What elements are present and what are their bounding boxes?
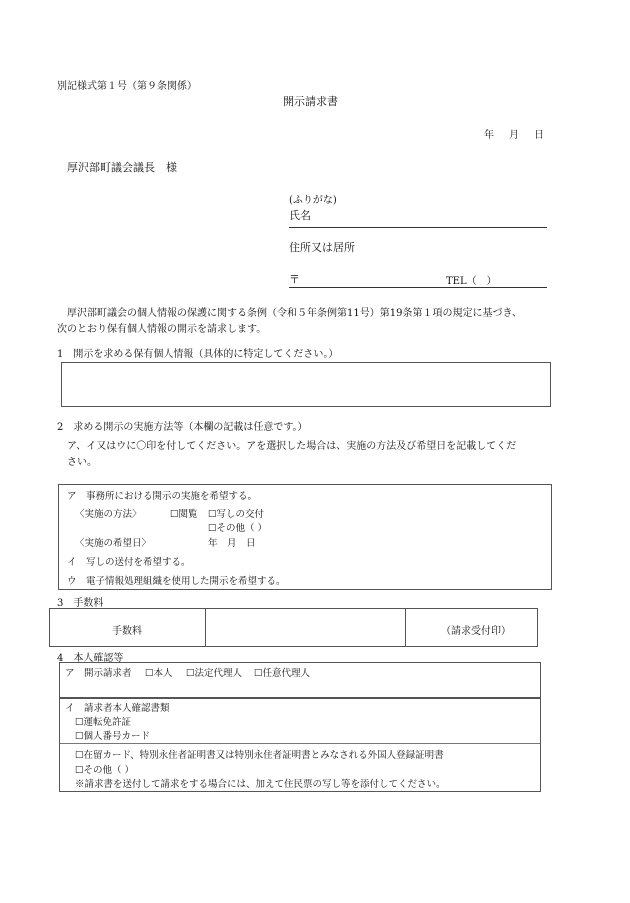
date-value[interactable]: 年 月 日: [208, 538, 256, 549]
method-other-checkbox[interactable]: ☐その他（ ）: [208, 523, 268, 534]
name-underline: [289, 227, 547, 228]
doc-residence-checkbox[interactable]: ☐在留カード、特別永住者証明書又は特別永住者証明書とみなされる外国人登録証明書: [75, 750, 444, 761]
personal-info-field[interactable]: [61, 362, 551, 407]
date-label: 〈実施の希望日〉: [75, 538, 152, 549]
method-copy-checkbox[interactable]: ☐写しの交付: [208, 509, 265, 520]
fee-divider-2: [405, 608, 406, 647]
doc-mynumber-checkbox[interactable]: ☐個人番号カード: [75, 731, 151, 742]
addressee: 厚沢部町議会議長 様: [67, 161, 177, 174]
id-documents-heading: イ 請求者本人確認書類: [65, 703, 170, 714]
requester-legal-checkbox[interactable]: ☐法定代理人: [186, 668, 243, 679]
method-label: 〈実施の方法〉: [75, 509, 142, 520]
fee-amount-field[interactable]: [206, 609, 404, 646]
requester-label: ア 開示請求者: [65, 668, 132, 679]
documents-divider: [60, 743, 540, 744]
fee-label: 手数料: [112, 626, 142, 637]
section-1-heading: 1 開示を求める保有個人情報（具体的に特定してください。）: [57, 349, 339, 360]
date-day-label: 日: [534, 130, 544, 141]
page-title: 開示請求書: [283, 95, 338, 108]
option-i-label[interactable]: イ 写しの送付を希望する。: [67, 557, 191, 568]
requester-voluntary-checkbox[interactable]: ☐任意代理人: [254, 668, 311, 679]
mail-note: ※請求書を送付して請求をする場合には、加えて住民票の写し等を添付してください。: [75, 779, 446, 790]
intro-line-2: 次のとおり保有個人情報の開示を請求します。: [57, 324, 267, 335]
form-number: 別記様式第１号（第９条関係）: [57, 81, 197, 92]
requester-self-checkbox[interactable]: ☐本人: [145, 668, 173, 679]
section-2-note-1: ア、イ又はウに〇印を付してください。アを選択した場合は、実施の方法及び希望日を記載してくだ: [67, 441, 517, 452]
furigana-label: (ふりがな): [289, 195, 337, 206]
section-3-heading: 3 手数料: [57, 598, 104, 609]
name-label: 氏名: [289, 209, 311, 222]
section-2-heading: 2 求める開示の実施方法等（本欄の記載は任意です。）: [57, 422, 308, 433]
doc-license-checkbox[interactable]: ☐運転免許証: [75, 717, 132, 728]
stamp-label: （請求受付印）: [441, 626, 511, 637]
doc-other-checkbox[interactable]: ☐その他（ ）: [75, 765, 135, 776]
date-month-label: 月: [509, 130, 519, 141]
section-4-heading: 4 本人確認等: [57, 653, 124, 664]
intro-line-1: 厚沢部町議会の個人情報の保護に関する条例（令和５年条例第11号）第19条第１項の規定に基づき、: [67, 308, 523, 319]
tel-label: TEL（ ）: [446, 276, 497, 287]
option-a-label[interactable]: ア 事務所における開示の実施を希望する。: [67, 491, 258, 502]
date-year-label: 年: [484, 130, 494, 141]
address-label: 住所又は居所: [289, 241, 355, 254]
postal-mark: 〒: [289, 273, 300, 286]
method-view-checkbox[interactable]: ☐閲覧: [170, 509, 198, 520]
address-underline: [289, 287, 547, 288]
section-2-note-2: さい。: [67, 457, 97, 468]
option-u-label[interactable]: ウ 電子情報処理組織を使用した開示を希望する。: [67, 576, 286, 587]
